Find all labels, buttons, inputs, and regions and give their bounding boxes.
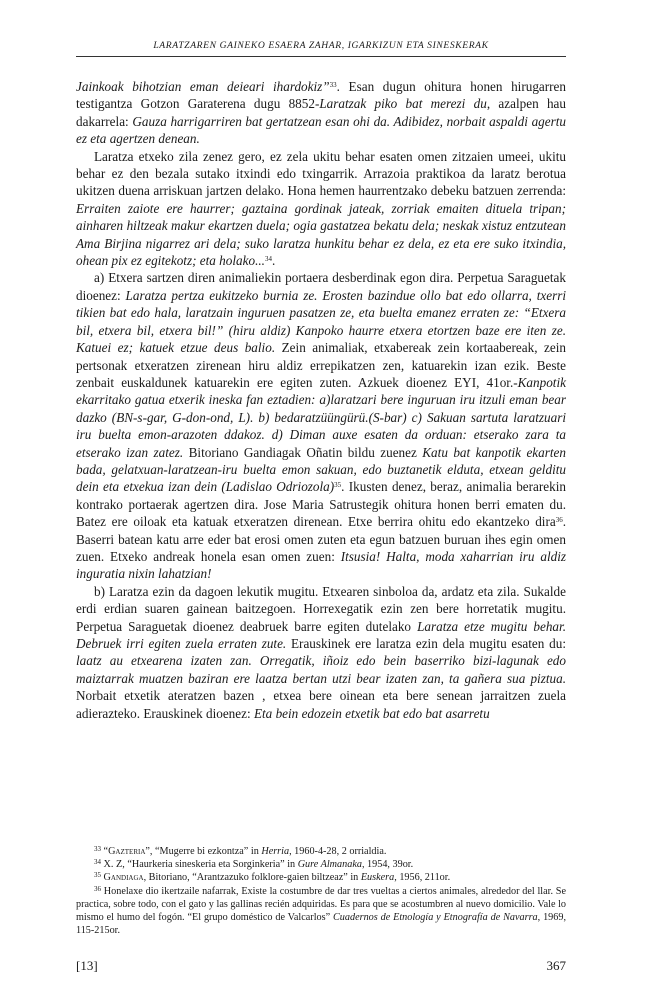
footnotes xyxy=(76,845,566,937)
text-run: Bitoriano Gandiagak Oñatin bildu zuenez xyxy=(183,444,423,460)
footnote-number: 36 xyxy=(94,884,101,893)
italic-run: Herria xyxy=(261,846,290,857)
text-run: , 1956, 211or. xyxy=(394,872,451,884)
section-folio: [13] xyxy=(76,958,98,973)
footnote-ref: 34 xyxy=(264,255,272,264)
italic-run: Eta bein edozein etxetik bat edo bat asarretu xyxy=(253,705,490,721)
footnote xyxy=(76,845,566,858)
paragraph xyxy=(76,269,566,582)
italic-run: laatz au etxearena izaten zan. Orregatik, iñoiz edo bein baserriko bizi-lagunak edo maiztarrak muatzen baziran ere laatza bertan utzi bear izaten zan, ta gañera sua piztua. xyxy=(76,653,566,686)
footnote-number: 33 xyxy=(94,845,101,853)
text-run: , 1960-4-28, 2 orrialdia. xyxy=(289,846,387,857)
text-run: X. Z, “Haurkeria sineskeria eta Sorginkeria” in xyxy=(103,859,298,871)
text-run: . xyxy=(271,253,276,269)
text-run: a) Etxera sartzen diren animaliekin portaera desberdinak egon dira. Perpetua Saraguetak dioenez: xyxy=(76,270,566,303)
small-caps-run: Gandiaga xyxy=(103,872,144,884)
text-run: Norbait etxetik ateratzen bazen , etxea bere oinean eta bere senean jarraitzen zuela adierazteko. Erauskinek dioenez: xyxy=(76,688,566,721)
text-run: Laratza etxeko zila zenez gero, ez zela ukitu behar esaten omen zitzaien umeei, ukitu behar ez den bezala sutako itxindi edo txingarrik. Arrazoia praktikoa da laratz berotua ukitzen duena arriskuan jartzen delako. Hona hemen haurrentzako debeku batzuen zerrenda: xyxy=(76,148,566,199)
footnote-ref: 35 xyxy=(334,481,342,490)
text-run: ”, “Mugerre bi ezkontza” in xyxy=(145,846,262,857)
italic-run: Jainkoak bihotzian eman deieari ihardokiz” xyxy=(76,79,330,94)
footnote-number: 34 xyxy=(94,858,101,867)
italic-run: Euskera xyxy=(360,872,395,884)
footnote xyxy=(76,858,566,871)
footnote-ref: 33 xyxy=(329,81,337,89)
paragraph xyxy=(76,583,566,722)
text-run: Erauskinek ere laratza ezin dela mugitu esaten du: xyxy=(286,636,566,651)
text-run: Zein animaliak, etxabereak zein kortaabereak, zein pertsonak etxeratzen zirenean hiru aldiz errepikatzen zen, katuarekin izan ezik. Beste zenbait euskaldunek katuarekin ere egiten zuten. Azkuek dioenez EYI, 41or.- xyxy=(76,340,566,390)
footnote xyxy=(76,871,566,884)
text-run: , 1954, 39or. xyxy=(361,859,414,871)
footnote-number: 35 xyxy=(94,871,101,880)
italic-run: Kanpotik ekarritako gatua etxerik ineska fan eztadien: a)laratzari bere inguruan iru itzuli eman bear dazko (BN-s-gar, G-don-ond, L). b) bedaratzüüngürü.(S-bar) c) Sakuan sartuta laratzuari iru buelta emon-arazoten ddakoz. d) Diman auxe esaten da orduan: etserako zara ta etserako izan zatez. xyxy=(76,374,566,460)
italic-run: Gure Almanaka xyxy=(297,859,362,871)
italic-run: Laratza pertza eukitzeko burnia ze. Erosten bazindue ollo bat edo ollarra, txerri tikien bat edo hala, laratzain inguruen pasatzen ze, eta buelta emanez erraten ze: “Etxera bil, etxera bil, etxera bil!” (hiru aldiz) Kanpoko haurre etxera etortzen baze ere iten ze. Katuei ez; katuek etzue deus balio. xyxy=(76,287,566,356)
paragraph xyxy=(76,148,566,270)
header-rule xyxy=(76,56,566,57)
text-run: Honelaxe dio ikertzaile nafarrak, Existe la costumbre de dar tres vueltas a ciertos animales, alrededor del llar. Se practica, sobre todo, con el gato y las gallinas recién adquiridas. Es para que se acostumbren al nuevo domicilio. Vale lo mismo el humo del fogón. “El grupo doméstico de Valcarlos” xyxy=(76,885,566,924)
italic-run: Gauza harrigarriren bat gertatzean esan ohi da. Adibidez, norbait aspaldi agertu ez eta agertzen denean. xyxy=(76,113,566,147)
text-run: “ xyxy=(103,846,109,857)
text-run: . Ikusten denez, beraz, animalia berarekin kontrako portaerak agertzen dira. Jose Maria Satrustegik ohitura honen berri ematen du. Batez ere oiloak eta katuak etxeratzen direnean. Etxe berrira ohitu edo ekantzeko dira xyxy=(76,479,566,530)
small-caps-run: Gazteria xyxy=(108,846,146,857)
text-run: b) Laratza ezin da dagoen lekutik mugitu. Etxearen sinboloa da, ardatz eta zila. Sukalde erdi erdian suaren gainean baitzegoen. Horrexegatik ezin zen bere horretatik mugitu. Perpetua Saraguetak dioenez deabruek barre egiten dutelako xyxy=(76,583,566,634)
page-number: 367 xyxy=(546,958,566,973)
footnote-ref: 36 xyxy=(555,516,563,525)
body-text xyxy=(76,78,566,722)
italic-run: Erraiten zaiote ere haurrer; gaztaina gordinak jateak, zorriak emaiten dituela tripan; ainharen hiltzeak makur ekartzen duela; ogia gastatzea bekatu dela; neskak xistuz entzutean Ama Birjina nigarrez ari dela; suko laratza hunkitu behar ez dela, ez eta ere suko itxindia, ohean pix ez egitekotz; eta holako... xyxy=(76,200,566,269)
italic-run: Katu bat kanpotik ekarten bada, gelatxuan-laratzean-iru buelta emon sakuan, edo buztanetik elduta, etxean gelditu dein eta etxekua izan dein (Ladislao Odriozola) xyxy=(76,444,566,495)
footnote xyxy=(76,885,566,938)
italic-run: Laratzak piko bat merezi du xyxy=(319,96,487,112)
text-run: . Esan dugun ohitura honen hirugarren testigantza Gotzon Garaterena dugu 8852- xyxy=(76,79,566,112)
running-header: LARATZAREN GAINEKO ESAERA ZAHAR, IGARKIZUN ETA SINESKERAK xyxy=(153,40,489,51)
italic-run: Laratza etze mugitu behar. Debruek irri egiten zuela erraten zute. xyxy=(76,618,566,651)
paragraph xyxy=(76,78,566,148)
text-run: , azalpen hau dakarrela: xyxy=(76,96,566,129)
text-run: . Baserri batean katu arre eder bat erosi omen zuten eta egun batzuen buruan ihes egin omen zuen. Etxeko andreak honela esan omen zuen: xyxy=(76,514,566,564)
text-run: , 1969, 115-215or. xyxy=(76,912,567,937)
italic-run: Cuadernos de Etnología y Etnografía de Navarra xyxy=(333,912,538,924)
italic-run: Itsusia! Halta, moda xaharrian iru aldiz inguratia nixin lahatzian! xyxy=(76,548,566,582)
text-run: , Bitoriano, “Arantzazuko folklore-gaien biltzeaz” in xyxy=(143,872,361,884)
